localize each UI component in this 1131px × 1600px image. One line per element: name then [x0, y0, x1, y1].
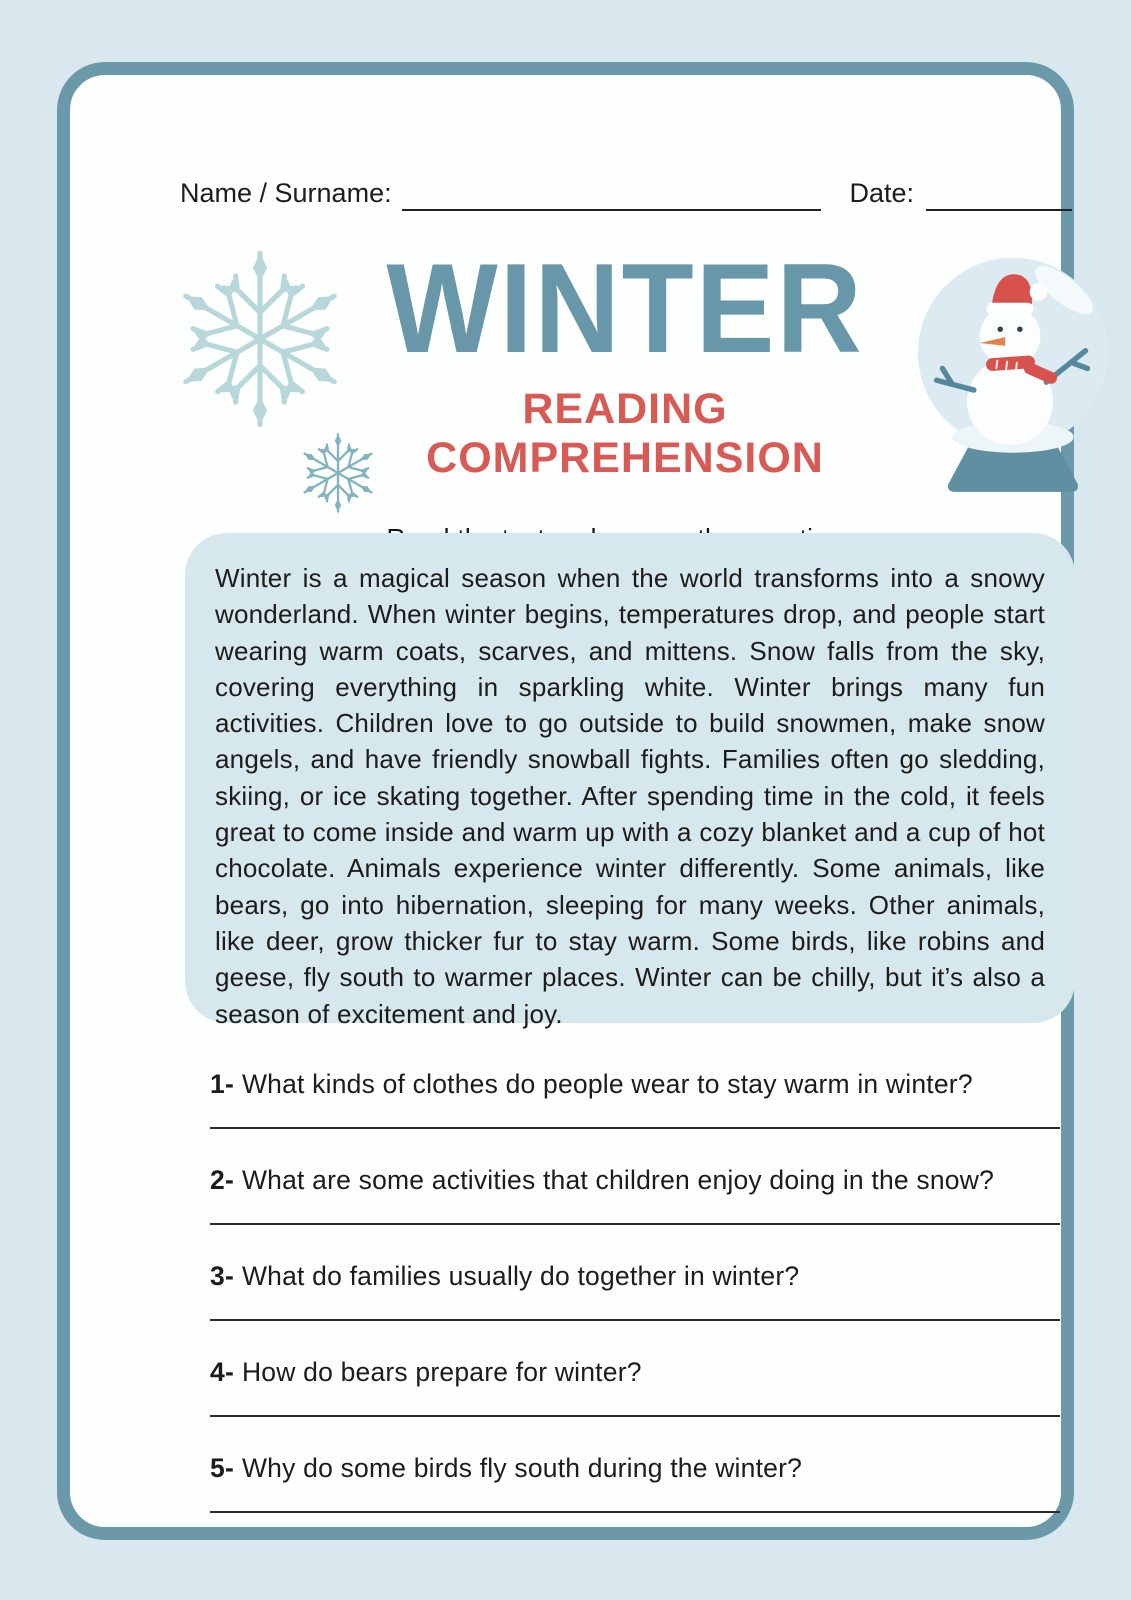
answer-line[interactable] [210, 1511, 1060, 1513]
name-date-row [180, 177, 1072, 211]
question-text [210, 1453, 1060, 1484]
question-number: 5- [210, 1453, 234, 1483]
question-text [210, 1261, 1060, 1292]
question-item [210, 1453, 1060, 1513]
question-text [210, 1165, 1060, 1196]
reading-passage: Winter is a magical season when the world transforms into a snowy wonderland. When winter begins, temperatures drop, and people start wearing warm coats, scarves, and mittens. Snow falls from the sky, covering everything in sparkling white. Winter brings many fun activities. Children love to go outside to build snowmen, make snow angels, and have friendly snowball fights. Families often go sledding, skiing, or ice skating together. After spending time in the cold, it feels great to come inside and warm up with a cozy blanket and a cup of hot chocolate. Animals experience winter differently. Some animals, like bears, go into hibernation, sleeping for many weeks. Other animals, like deer, grow thicker fur to stay warm. Some birds, like robins and geese, fly south to warmer places. Winter can be chilly, but it’s also a season of excitement and joy. [185, 533, 1075, 1023]
name-input-line[interactable] [402, 177, 822, 211]
name-surname-label: Name / Surname: [180, 178, 392, 208]
question-number: 1- [210, 1069, 234, 1099]
question-number: 4- [210, 1357, 234, 1387]
question-label: What kinds of clothes do people wear to stay warm in winter? [241, 1069, 973, 1099]
question-number: 3- [210, 1261, 234, 1291]
question-item [210, 1261, 1060, 1321]
question-label: Why do some birds fly south during the winter? [241, 1453, 803, 1483]
questions-section [210, 1069, 1060, 1549]
snow-globe-snowman-icon [915, 235, 1111, 495]
worksheet-card [57, 62, 1074, 1540]
page-title: WINTER [386, 237, 864, 381]
question-number: 2- [210, 1165, 234, 1195]
question-item [210, 1069, 1060, 1129]
date-input-line[interactable] [926, 177, 1072, 211]
question-text [210, 1357, 1060, 1388]
page-subtitle: READING COMPREHENSION [426, 384, 824, 482]
question-label: How do bears prepare for winter? [241, 1357, 642, 1387]
answer-line[interactable] [210, 1127, 1060, 1129]
question-item [210, 1357, 1060, 1417]
date-label: Date: [849, 178, 914, 208]
question-label: What do families usually do together in winter? [241, 1261, 800, 1291]
header-block [325, 237, 925, 554]
question-item [210, 1165, 1060, 1225]
answer-line[interactable] [210, 1223, 1060, 1225]
question-label: What are some activities that children enjoy doing in the snow? [241, 1165, 995, 1195]
answer-line[interactable] [210, 1319, 1060, 1321]
answer-line[interactable] [210, 1415, 1060, 1417]
question-text [210, 1069, 1060, 1100]
